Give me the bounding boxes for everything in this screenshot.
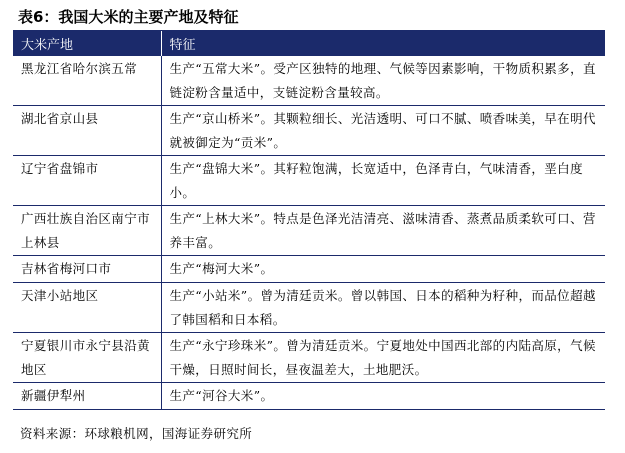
origin-cell: 宁夏银川市永宁县沿黄地区 <box>13 333 161 383</box>
origin-cell: 广西壮族自治区南宁市上林县 <box>13 206 161 256</box>
feature-cell: 生产“梅河大米”。 <box>161 256 605 283</box>
table-row <box>13 56 605 106</box>
feature-cell: 生产“五常大米”。受产区独特的地理、气候等因素影响，干物质积累多，直链淀粉含量适中，支链淀粉含量较高。 <box>161 56 605 106</box>
table-row <box>13 256 605 283</box>
header-origin: 大米产地 <box>13 31 161 56</box>
table-header-row <box>13 31 605 56</box>
table-row <box>13 283 605 333</box>
rice-origin-table <box>13 31 605 410</box>
source-note: 资料来源：环球粮机网，国海证券研究所 <box>20 426 253 441</box>
table-title: 表6：我国大米的主要产地及特征 <box>18 8 239 26</box>
table-row <box>13 333 605 383</box>
origin-cell: 天津小站地区 <box>13 283 161 333</box>
table-row <box>13 383 605 410</box>
feature-cell: 生产“京山桥米”。其颗粒细长、光洁透明、可口不腻、喷香味美，早在明代就被御定为“贡米”。 <box>161 106 605 156</box>
origin-cell: 吉林省梅河口市 <box>13 256 161 283</box>
origin-cell: 黑龙江省哈尔滨五常 <box>13 56 161 106</box>
feature-cell: 生产“上林大米”。特点是色泽光洁清亮、滋味清香、蒸煮品质柔软可口、营养丰富。 <box>161 206 605 256</box>
header-feature: 特征 <box>161 31 605 56</box>
feature-cell: 生产“永宁珍珠米”。曾为清廷贡米。宁夏地处中国西北部的内陆高原，气候干燥，日照时间长，昼夜温差大，土地肥沃。 <box>161 333 605 383</box>
table-row <box>13 106 605 156</box>
feature-cell: 生产“小站米”。曾为清廷贡米。曾以韩国、日本的稻种为籽种，而品位超越了韩国稻和日本稻。 <box>161 283 605 333</box>
feature-cell: 生产“河谷大米”。 <box>161 383 605 410</box>
table-row <box>13 156 605 206</box>
origin-cell: 辽宁省盘锦市 <box>13 156 161 206</box>
origin-cell: 新疆伊犁州 <box>13 383 161 410</box>
origin-cell: 湖北省京山县 <box>13 106 161 156</box>
feature-cell: 生产“盘锦大米”。其籽粒饱满，长宽适中，色泽青白，气味清香，垩白度小。 <box>161 156 605 206</box>
table-row <box>13 206 605 256</box>
